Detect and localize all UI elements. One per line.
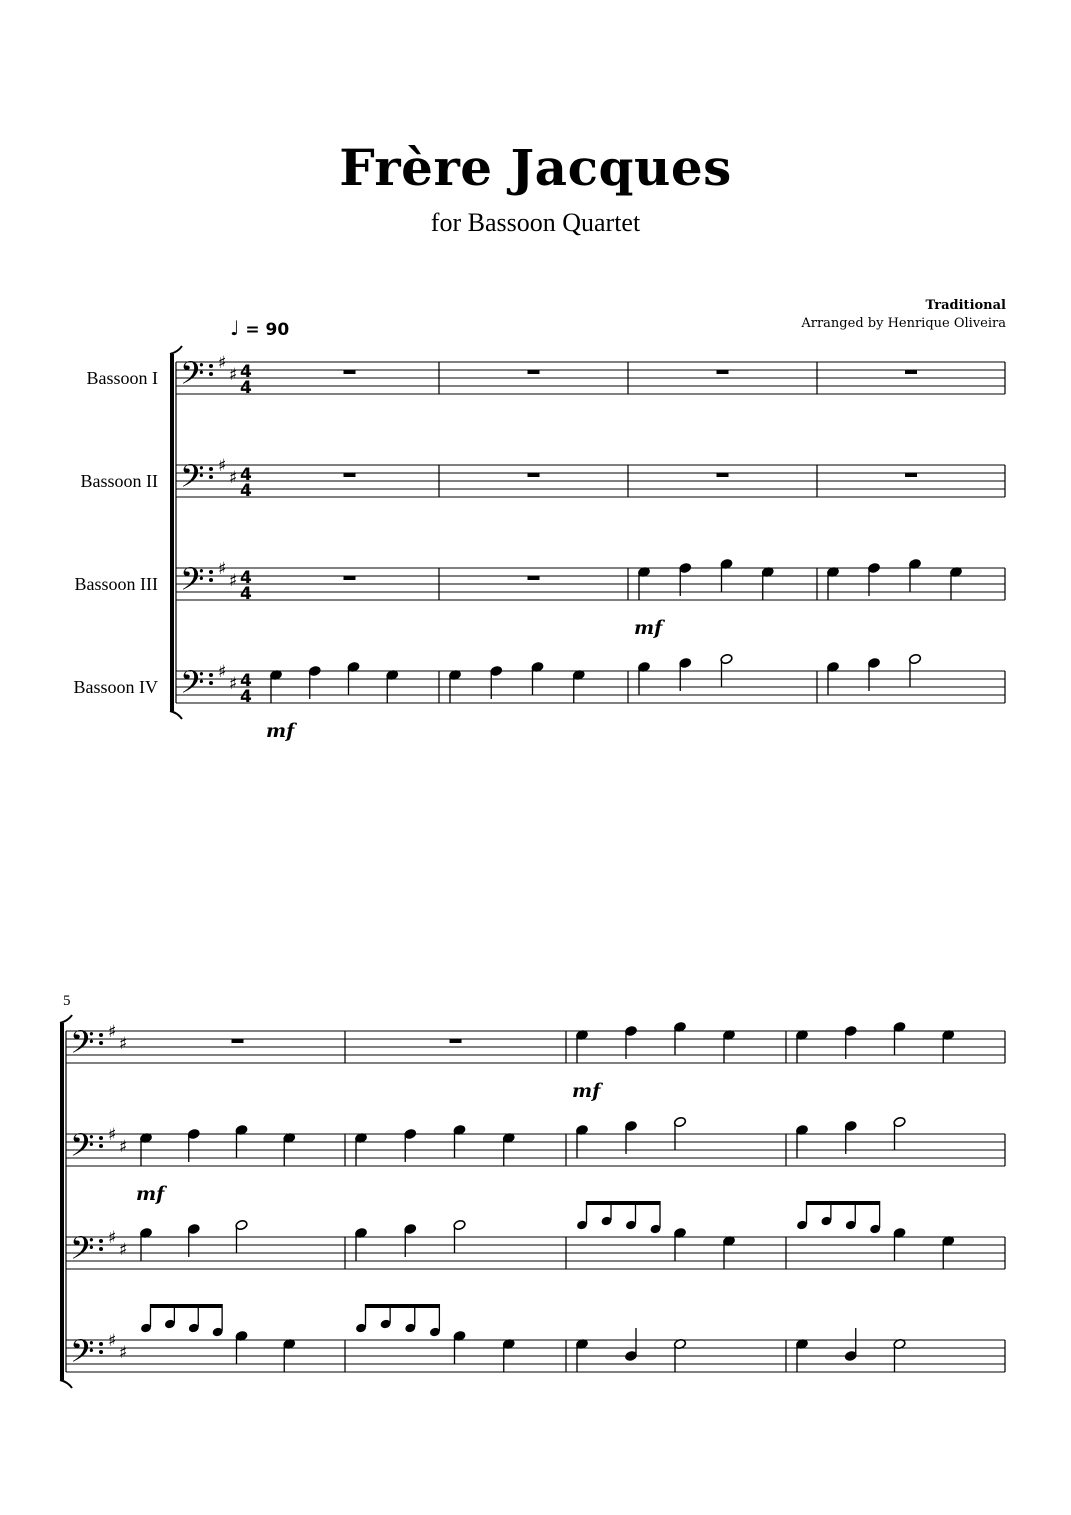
instrument-name-bassoon-1: Bassoon I bbox=[86, 368, 158, 388]
sharp-icon: ♯ bbox=[119, 1240, 128, 1260]
bass-clef-icon: 𝄢 bbox=[180, 664, 205, 708]
clef-dot bbox=[209, 475, 213, 479]
clef-dot bbox=[209, 681, 213, 685]
score-title: Frère Jacques bbox=[339, 138, 732, 197]
clef-dot bbox=[99, 1342, 103, 1346]
sharp-icon: ♯ bbox=[229, 674, 238, 694]
clef-dot bbox=[99, 1239, 103, 1243]
whole-rest-icon bbox=[905, 370, 917, 374]
clef-dot bbox=[99, 1136, 103, 1140]
time-signature-denominator: 4 bbox=[240, 584, 252, 604]
bass-clef-icon: 𝄢 bbox=[70, 1127, 95, 1171]
time-signature-numerator: 4 bbox=[240, 362, 252, 382]
clef-dot bbox=[99, 1033, 103, 1037]
time-signature-numerator: 4 bbox=[240, 465, 252, 485]
whole-rest-icon bbox=[450, 1039, 462, 1043]
clef-dot bbox=[99, 1144, 103, 1148]
sharp-icon: ♯ bbox=[218, 662, 227, 682]
time-signature-numerator: 4 bbox=[240, 568, 252, 588]
system-bracket bbox=[60, 1023, 64, 1380]
clef-dot bbox=[209, 467, 213, 471]
whole-rest-icon bbox=[232, 1039, 244, 1043]
composer: Traditional bbox=[925, 298, 1006, 313]
bass-clef-icon: 𝄢 bbox=[70, 1230, 95, 1274]
sharp-icon: ♯ bbox=[218, 559, 227, 579]
clef-dot bbox=[209, 364, 213, 368]
sharp-icon: ♯ bbox=[218, 353, 227, 373]
clef-dot bbox=[209, 570, 213, 574]
instrument-name-bassoon-4: Bassoon IV bbox=[73, 677, 158, 697]
time-signature-denominator: 4 bbox=[240, 378, 252, 398]
sharp-icon: ♯ bbox=[119, 1343, 128, 1363]
whole-rest-icon bbox=[528, 576, 540, 580]
sharp-icon: ♯ bbox=[108, 1331, 117, 1351]
bass-clef-icon: 𝄢 bbox=[70, 1024, 95, 1068]
dynamic-mf: mf bbox=[266, 720, 295, 742]
sharp-icon: ♯ bbox=[229, 365, 238, 385]
sharp-icon: ♯ bbox=[119, 1137, 128, 1157]
whole-rest-icon bbox=[717, 473, 729, 477]
whole-rest-icon bbox=[528, 473, 540, 477]
bass-clef-icon: 𝄢 bbox=[70, 1333, 95, 1377]
sharp-icon: ♯ bbox=[229, 571, 238, 591]
dynamic-mf: mf bbox=[634, 617, 663, 639]
whole-rest-icon bbox=[344, 370, 356, 374]
sharp-icon: ♯ bbox=[229, 468, 238, 488]
quarter-note-icon: ♩ bbox=[230, 316, 240, 340]
time-signature-numerator: 4 bbox=[240, 671, 252, 691]
bracket-bottom-hook bbox=[60, 1380, 72, 1388]
bracket-bottom-hook bbox=[170, 711, 182, 719]
bracket-top-hook bbox=[170, 346, 182, 354]
whole-rest-icon bbox=[905, 473, 917, 477]
arranger: Arranged by Henrique Oliveira bbox=[801, 316, 1006, 331]
instrument-name-bassoon-2: Bassoon II bbox=[80, 471, 158, 491]
measure-number: 5 bbox=[63, 993, 71, 1009]
clef-dot bbox=[99, 1247, 103, 1251]
clef-dot bbox=[99, 1041, 103, 1045]
whole-rest-icon bbox=[344, 576, 356, 580]
instrument-name-bassoon-3: Bassoon III bbox=[74, 574, 158, 594]
bracket-top-hook bbox=[60, 1015, 72, 1023]
bass-clef-icon: 𝄢 bbox=[180, 458, 205, 502]
time-signature-denominator: 4 bbox=[240, 481, 252, 501]
whole-rest-icon bbox=[344, 473, 356, 477]
dynamic-mf: mf bbox=[136, 1183, 165, 1205]
sharp-icon: ♯ bbox=[108, 1228, 117, 1248]
clef-dot bbox=[209, 673, 213, 677]
clef-dot bbox=[209, 372, 213, 376]
time-signature-denominator: 4 bbox=[240, 687, 252, 707]
score-subtitle: for Bassoon Quartet bbox=[430, 208, 641, 237]
sharp-icon: ♯ bbox=[108, 1022, 117, 1042]
dynamic-mf: mf bbox=[572, 1080, 601, 1102]
whole-rest-icon bbox=[717, 370, 729, 374]
sharp-icon: ♯ bbox=[218, 456, 227, 476]
sharp-icon: ♯ bbox=[119, 1034, 128, 1054]
sharp-icon: ♯ bbox=[108, 1125, 117, 1145]
whole-rest-icon bbox=[528, 370, 540, 374]
bass-clef-icon: 𝄢 bbox=[180, 561, 205, 605]
clef-dot bbox=[209, 578, 213, 582]
clef-dot bbox=[99, 1350, 103, 1354]
bass-clef-icon: 𝄢 bbox=[180, 355, 205, 399]
tempo-text: = 90 bbox=[245, 320, 290, 340]
system-bracket bbox=[170, 354, 174, 711]
